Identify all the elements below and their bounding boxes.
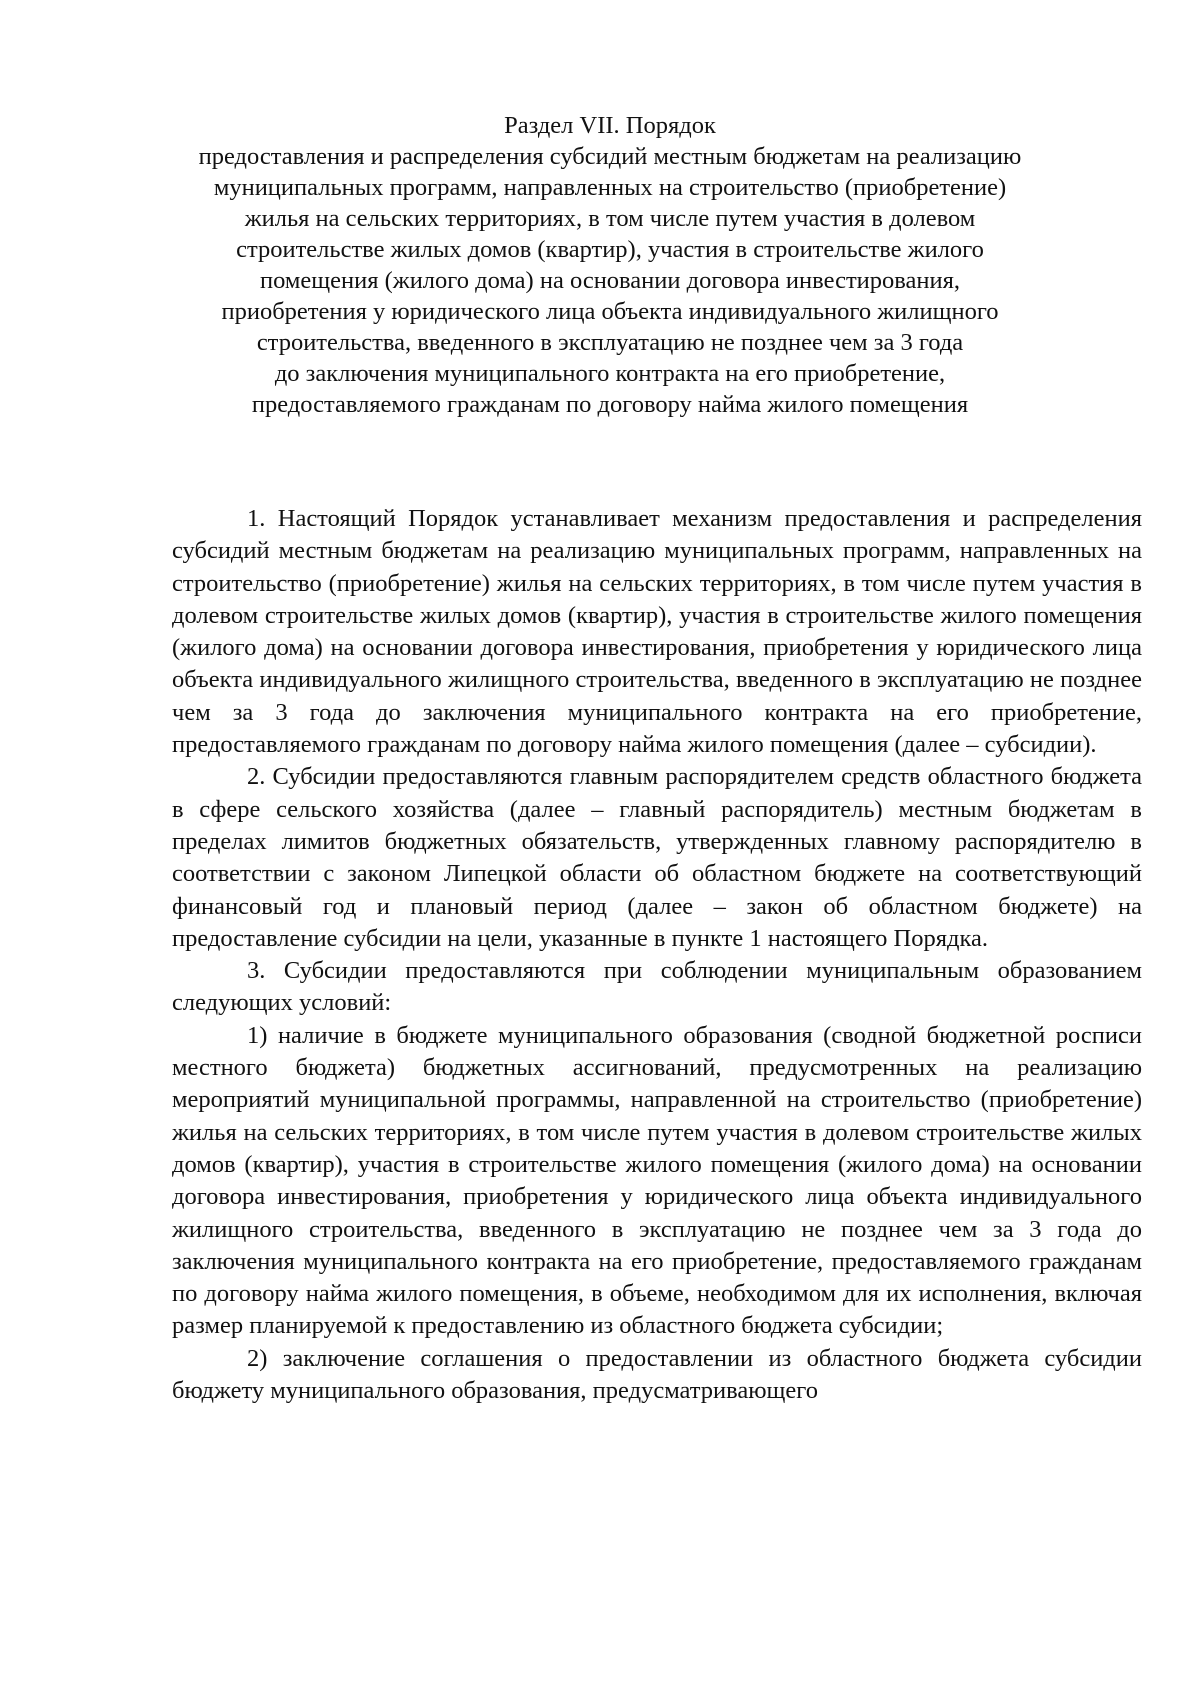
document-body — [172, 503, 1142, 1407]
subparagraph-2: 2) заключение соглашения о предоставлении из областного бюджета субсидии бюджету муниципального образования, предусматривающего — [172, 1344, 1142, 1405]
heading-line: жилья на сельских территориях, в том числе путем участия в долевом — [244, 205, 976, 232]
paragraph-1: 1. Настоящий Порядок устанавливает механизм предоставления и распределения субсидий местным бюджетам на реализацию муниципальных программ, направленных на строительство (приобретение) жилья на сельских территориях, в том числе путем участия в долевом строительстве жилых домов (квартир), участия в строительстве жилого помещения (жилого дома) на основании договора инвестирования, приобретения у юридического лица объекта индивидуального жилищного строительства, введенного в эксплуатацию не позднее чем за 3 года до заключения муниципального контракта на его приобретение, предоставляемого гражданам по договору найма жилого помещения (далее – субсидии). — [172, 505, 1142, 759]
document-heading — [150, 110, 1070, 420]
paragraph-2: 2. Субсидии предоставляются главным распорядителем средств областного бюджета в сфере сельского хозяйства (далее – главный распорядитель) местным бюджетам в пределах лимитов бюджетных обязательств, утвержденных главному распорядителю в соответствии с законом Липецкой области об областном бюджете на соответствующий финансовый год и плановый период (далее – закон об областном бюджете) на предоставление субсидии на цели, указанные в пункте 1 настоящего Порядка. — [172, 763, 1142, 952]
heading-line: строительства, введенного в эксплуатацию не позднее чем за 3 года — [256, 329, 964, 356]
heading-line: строительстве жилых домов (квартир), участия в строительстве жилого — [236, 236, 984, 263]
heading-line: помещения (жилого дома) на основании договора инвестирования, — [259, 267, 960, 294]
heading-line: предоставляемого гражданам по договору найма жилого помещения — [251, 391, 969, 418]
paragraph-3: 3. Субсидии предоставляются при соблюдении муниципальным образованием следующих условий: — [172, 957, 1142, 1017]
section-title: Раздел VII. Порядок — [504, 112, 716, 139]
heading-line: предоставления и распределения субсидий местным бюджетам на реализацию — [198, 143, 1022, 170]
heading-line: муниципальных программ, направленных на строительство (приобретение) — [213, 174, 1007, 201]
heading-line: до заключения муниципального контракта на его приобретение, — [274, 360, 946, 387]
subparagraph-1: 1) наличие в бюджете муниципального образования (сводной бюджетной росписи местного бюджета) бюджетных ассигнований, предусмотренных на реализацию мероприятий муниципальной программы, направленной на строительство (приобретение) жилья на сельских территориях, в том числе путем участия в долевом строительстве жилых домов (квартир), участия в строительстве жилого помещения (жилого дома) на основании договора инвестирования, приобретения у юридического лица объекта индивидуального жилищного строительства, введенного в эксплуатацию не позднее чем за 3 года до заключения муниципального контракта на его приобретение, предоставляемого гражданам по договору найма жилого помещения, в объеме, необходимом для их исполнения, включая размер планируемой к предоставлению из областного бюджета субсидии; — [172, 1021, 1142, 1340]
heading-line: приобретения у юридического лица объекта индивидуального жилищного — [221, 298, 999, 325]
